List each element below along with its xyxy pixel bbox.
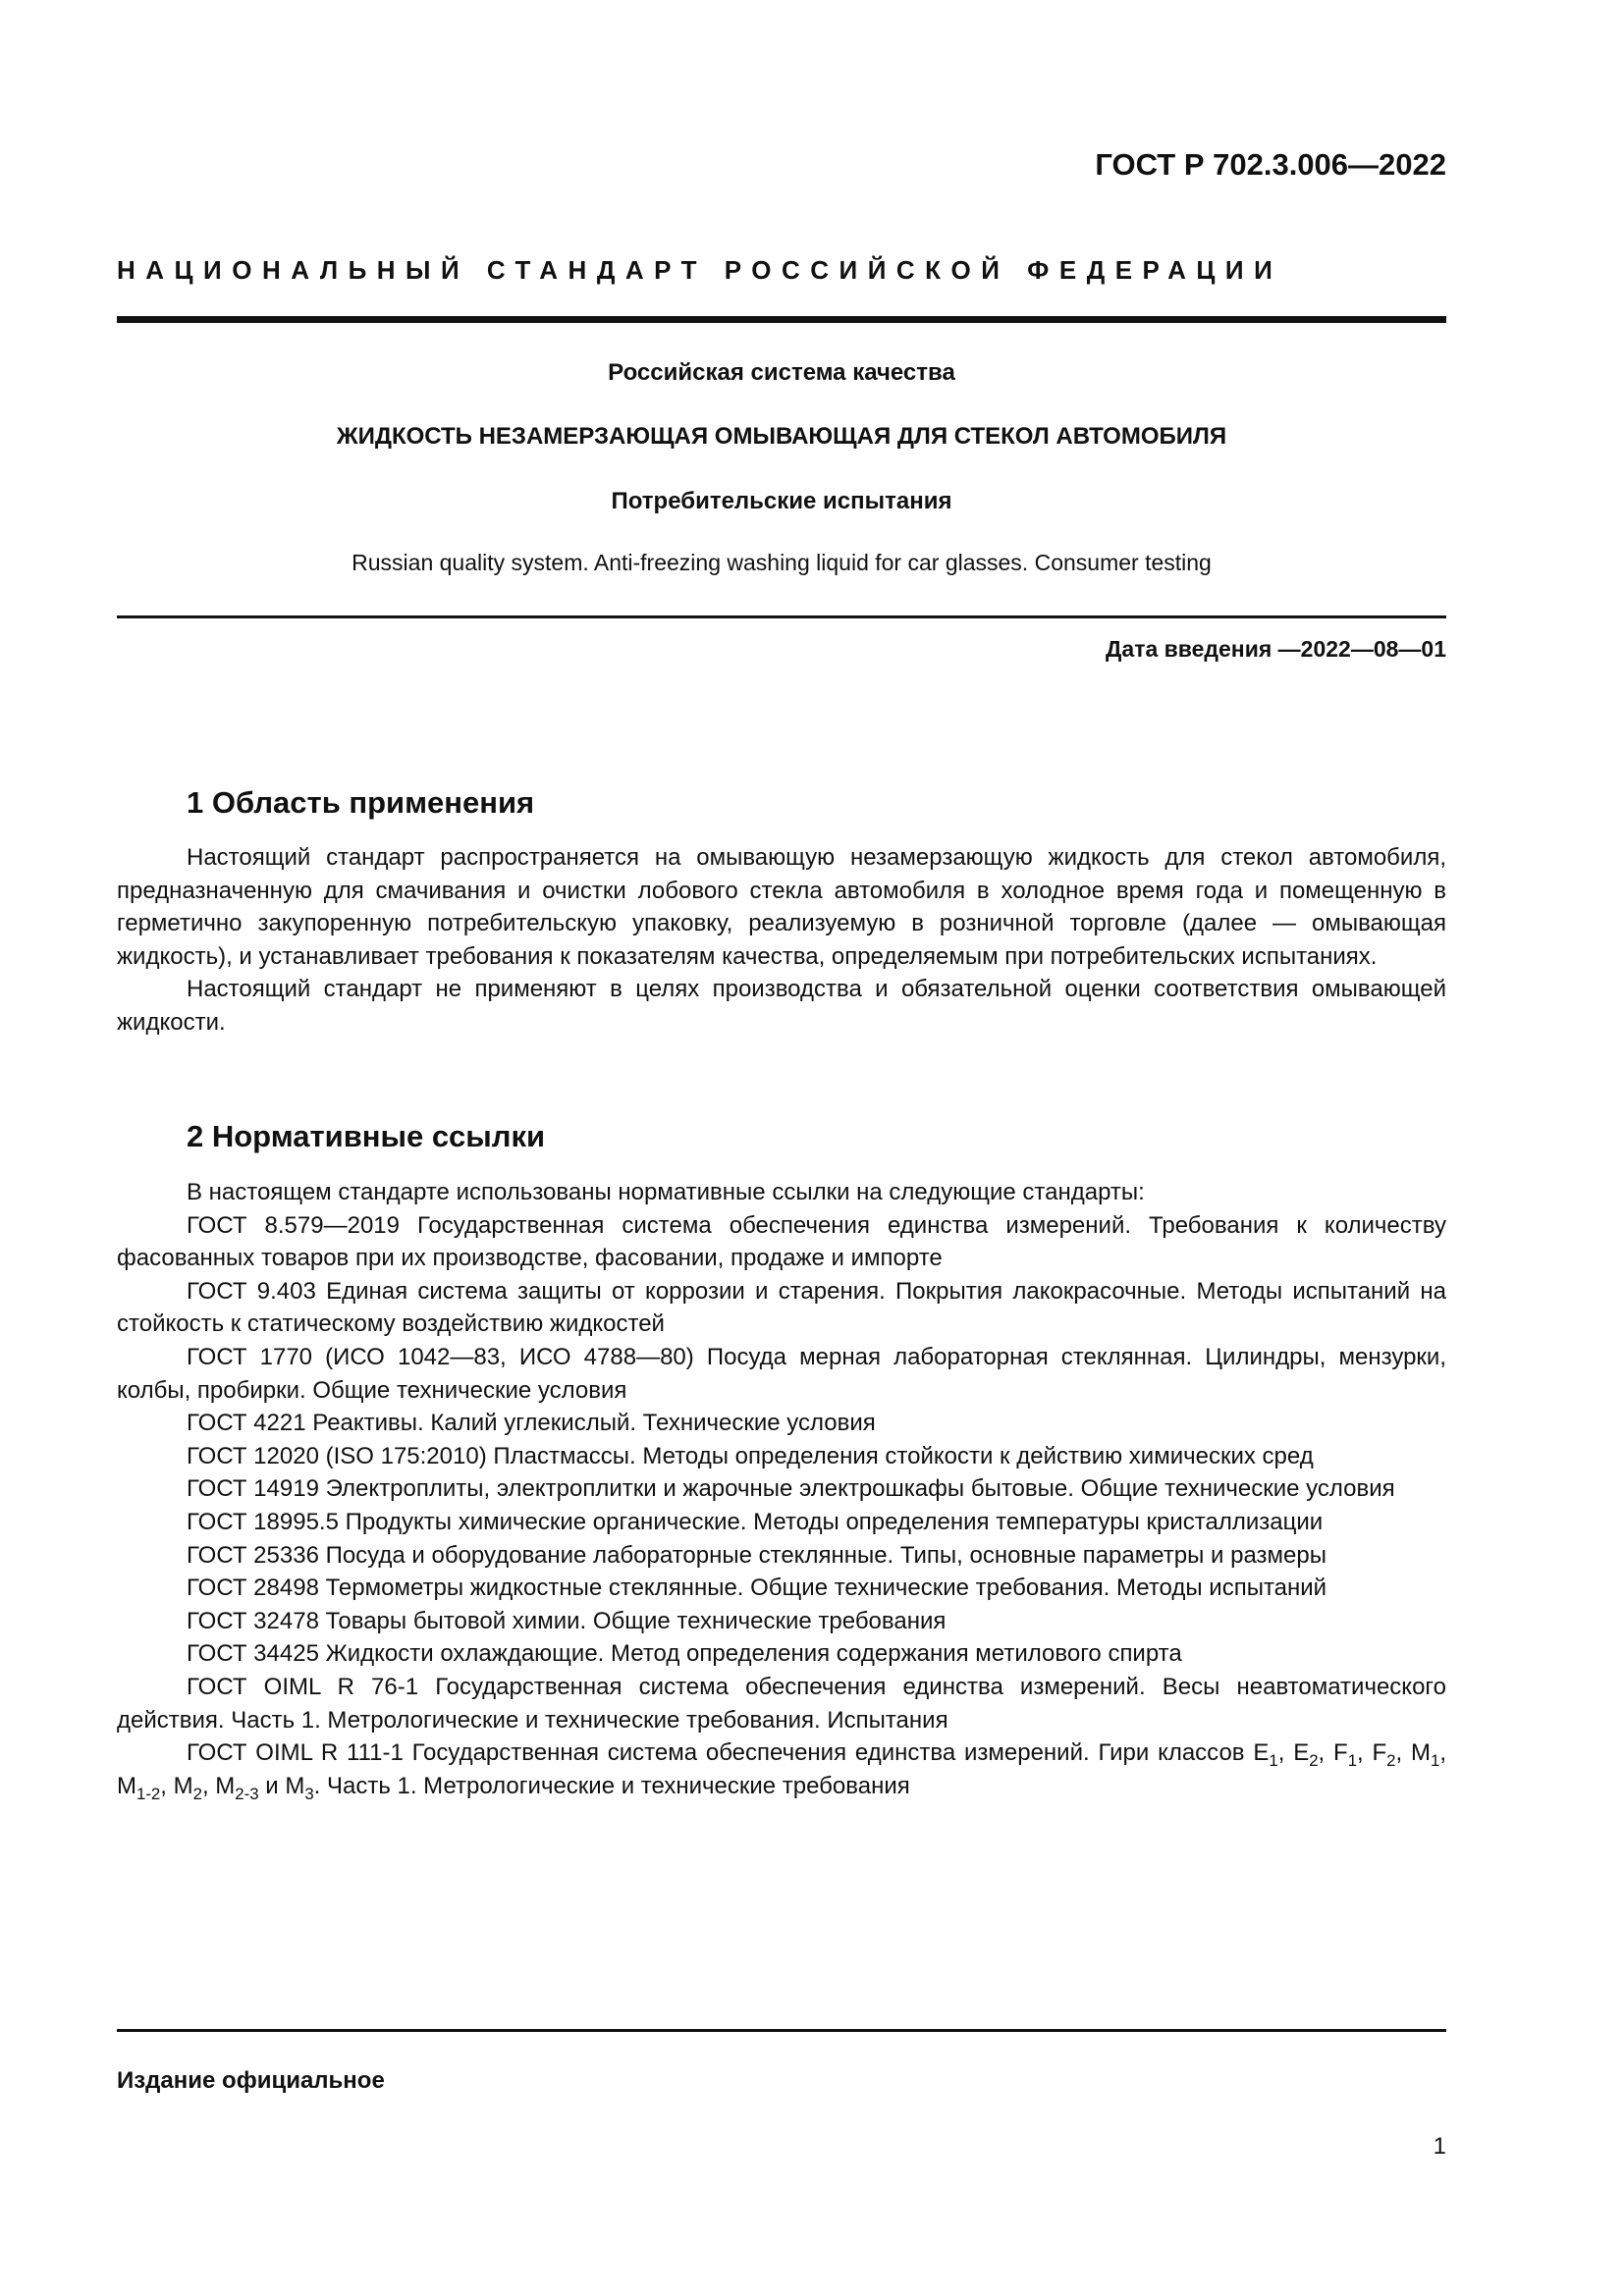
weight-class-letter: M — [215, 1772, 236, 1799]
reference-item: ГОСТ 4221 Реактивы. Калий углекислый. Технические условия — [187, 1410, 876, 1437]
references-intro: В настоящем стандарте использованы нормативные ссылки на следующие стандарты: — [187, 1179, 1145, 1205]
section-1-heading: 1 Область применения — [187, 785, 535, 820]
paragraph: Настоящий стандарт не применяют в целях производства и обязательной оценки соответствия омывающей жидкости. — [117, 976, 1446, 1036]
weights-ref-suffix: . Часть 1. Метрологические и технические требования — [313, 1772, 910, 1799]
reference-item: ГОСТ 12020 (ISO 175:2010) Пластмассы. Методы определения стойкости к действию химических сред — [187, 1442, 1314, 1469]
reference-item: ГОСТ 34425 Жидкости охлаждающие. Метод определения содержания метилового спирта — [187, 1640, 1182, 1668]
reference-item-weights — [117, 1736, 1446, 1802]
document-title: ЖИДКОСТЬ НЕЗАМЕРЗАЮЩАЯ ОМЫВАЮЩАЯ ДЛЯ СТЕКОЛ АВТОМОБИЛЯ — [336, 423, 1227, 450]
section-2-body — [117, 1176, 1446, 1802]
reference-item: ГОСТ 9.403 Единая система защиты от коррозии и старения. Покрытия лакокрасочные. Методы испытаний на стойкость к статическому воздействию жидкостей — [117, 1277, 1446, 1338]
weight-class-subscript: 1 — [1347, 1750, 1358, 1770]
weight-class-subscript: 2 — [192, 1784, 202, 1803]
header-divider — [117, 316, 1446, 323]
national-standard-banner: НАЦИОНАЛЬНЫЙ СТАНДАРТ РОССИЙСКОЙ ФЕДЕРАЦИИ — [117, 255, 1283, 285]
weight-class-letter: F — [1372, 1739, 1387, 1767]
reference-item: ГОСТ 8.579—2019 Государственная система обеспечения единства измерений. Требования к количеству фасованных товаров при их производстве, фасовании, продаже и импорте — [117, 1211, 1446, 1272]
footer-divider — [117, 2029, 1446, 2032]
section-2-heading: 2 Нормативные ссылки — [187, 1119, 546, 1153]
weight-class-subscript: 1 — [1430, 1750, 1440, 1770]
weight-classes: $E_1$, $E_2$, $F_1$, $F_2$, $M_1$, $M_{1-2}$, $M_2$, $M_{2-3}$ и $M_3$ — [117, 1739, 1446, 1803]
page-number: 1 — [1433, 2133, 1446, 2160]
reference-item: ГОСТ 14919 Электроплиты, электроплитки и жарочные электрошкафы бытовые. Общие технические условия — [187, 1475, 1395, 1503]
weight-class-subscript: 2-3 — [235, 1784, 259, 1803]
reference-item: ГОСТ 32478 Товары бытовой химии. Общие технические требования — [187, 1607, 947, 1634]
weight-class-letter: E — [1293, 1739, 1310, 1767]
official-edition-label: Издание официальное — [117, 2067, 385, 2094]
weight-class-subscript: 1 — [1269, 1750, 1278, 1770]
document-subtitle: Потребительские испытания — [611, 488, 952, 514]
paragraph: Настоящий стандарт распространяется на омывающую незамерзающую жидкость для стекол автомобиля, предназначенную для смачивания и очистки лобового стекла автомобиля в холодное время года и помещенную в герметично закупоренную потребительскую упаковку, реализуемую в розничной торговле (далее — омывающая жидкость), и устанавливает требования к показателям качества, определяемым при потребительских испытаниях. — [117, 844, 1446, 970]
weight-class-subscript: 2 — [1309, 1750, 1319, 1770]
weight-class-subscript: 3 — [304, 1784, 314, 1803]
quality-system-line: Российская система качества — [608, 359, 955, 386]
introduction-date: Дата введения —2022—08—01 — [1106, 636, 1446, 662]
title-divider — [117, 615, 1446, 618]
weight-class-letter: M — [285, 1772, 305, 1799]
weight-class-letter: M — [173, 1772, 193, 1799]
weights-ref-prefix: ГОСТ OIML R 111-1 Государственная система обеспечения единства измерений. Гири классов — [187, 1739, 1254, 1767]
reference-item: ГОСТ OIML R 76-1 Государственная система обеспечения единства измерений. Весы неавтоматического действия. Часть 1. Метрологические и технические требования. Испытания — [117, 1673, 1446, 1734]
weight-class-subscript: 1-2 — [136, 1784, 161, 1803]
reference-item: ГОСТ 18995.5 Продукты химические органические. Методы определения температуры кристаллизации — [187, 1508, 1324, 1535]
weight-class-letter: E — [1253, 1739, 1270, 1767]
weight-class-letter: F — [1333, 1739, 1348, 1767]
reference-item: ГОСТ 25336 Посуда и оборудование лабораторные стеклянные. Типы, основные параметры и размеры — [187, 1541, 1326, 1569]
reference-item: ГОСТ 1770 (ИСО 1042—83, ИСО 4788—80) Посуда мерная лабораторная стеклянная. Цилиндры, мензурки, колбы, пробирки. Общие технические условия — [117, 1343, 1446, 1404]
weight-class-subscript: 2 — [1386, 1750, 1396, 1770]
section-1-body — [117, 841, 1446, 1040]
weight-class-letter: M — [1410, 1739, 1431, 1767]
reference-item: ГОСТ 28498 Термометры жидкостные стеклянные. Общие технические требования. Методы испытаний — [187, 1575, 1327, 1602]
document-number: ГОСТ Р 702.3.006—2022 — [1095, 147, 1446, 182]
english-title: Russian quality system. Anti-freezing washing liquid for car glasses. Consumer testing — [352, 550, 1212, 575]
weight-class-letter: M — [117, 1772, 136, 1799]
